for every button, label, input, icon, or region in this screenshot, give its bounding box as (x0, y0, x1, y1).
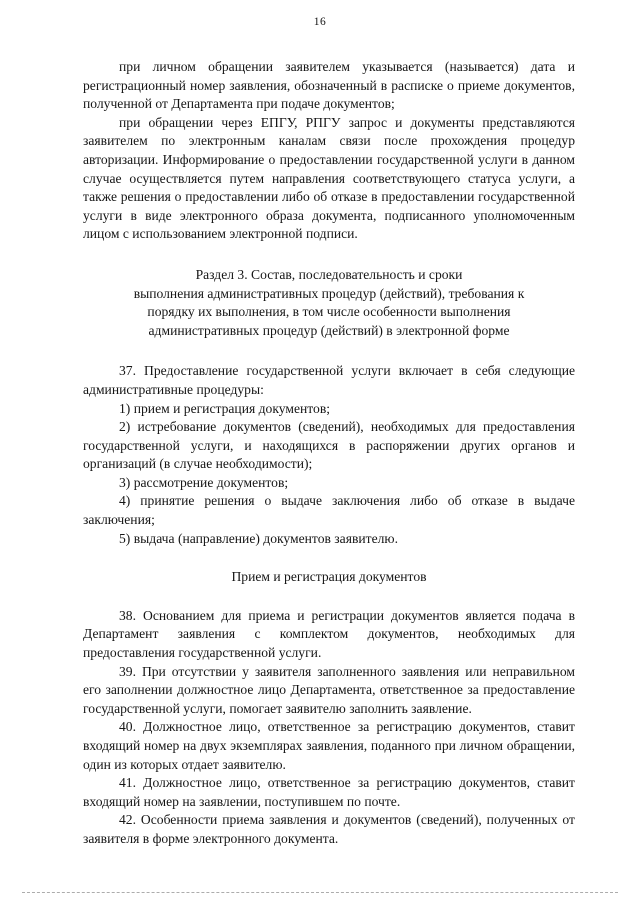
item-42: 42. Особенности приема заявления и документов (сведений), полученных от заявителя в форме электронного документа. (83, 812, 575, 846)
section-heading-line: административных процедур (действий) в электронной форме (148, 322, 510, 338)
subheading-reception: Прием и регистрация документов (231, 569, 427, 585)
section-heading (83, 266, 575, 340)
procedure-step: 5) выдача (направление) документов заявителю. (119, 530, 398, 546)
item-37-intro: 37. Предоставление государственной услуги включает в себя следующие административные процедуры: (83, 363, 575, 397)
item-38: 38. Основанием для приема и регистрации документов является подача в Департамент заявления с комплектом документов, необходимых для предоставления государственной услуги. (83, 607, 575, 661)
section-heading-line: порядку их выполнения, в том числе особенности выполнения (147, 304, 511, 320)
procedure-step: 2) истребование документов (сведений), необходимых для предоставления государственной услуги, и находящихся в распоряжении других органов и организаций (в случае необходимости); (83, 419, 575, 472)
paragraph-personal-visit: при личном обращении заявителем указывается (называется) дата и регистрационный номер заявления, обозначенный в расписке о приеме документов, полученной от Департамента при подаче документов; (83, 59, 575, 112)
scan-edge-line (22, 892, 618, 893)
section-heading-line: Раздел 3. Состав, последовательность и сроки (195, 266, 463, 282)
page-number: 16 (313, 16, 327, 28)
procedure-step: 1) прием и регистрация документов; (119, 400, 331, 416)
section-heading-line: выполнения административных процедур (действий), требования к (133, 285, 525, 301)
item-40: 40. Должностное лицо, ответственное за регистрацию документов, ставит входящий номер на двух экземплярах заявления, поданного при личном обращении, один из которых отдает заявителю. (83, 719, 575, 772)
procedure-step: 4) принятие решения о выдаче заключения либо об отказе в выдаче заключения; (83, 493, 575, 528)
procedure-step: 3) рассмотрение документов; (119, 474, 289, 490)
document-body (83, 58, 575, 849)
item-39: 39. При отсутствии у заявителя заполненного заявления или неправильном его заполнении должностное лицо Департамента, ответственное за предоставление государственной услуги, помогает заявителю заполнить заявление. (83, 663, 575, 716)
paragraph-epgu-rpgu: при обращении через ЕПГУ, РПГУ запрос и документы представляются заявителем по электронным каналам связи после прохождения процедур авторизации. Информирование о предоставлении государственной услуги в данном случае осуществляется путем направления соответствующего статуса услуги, а также решения о предоставлении либо об отказе в предоставлении государственной услуги в виде электронного образа документа, подписанного уполномоченным лицом с использованием электронной подписи. (83, 114, 575, 242)
item-41: 41. Должностное лицо, ответственное за регистрацию документов, ставит входящий номер на заявлении, поступившем по почте. (83, 775, 575, 809)
